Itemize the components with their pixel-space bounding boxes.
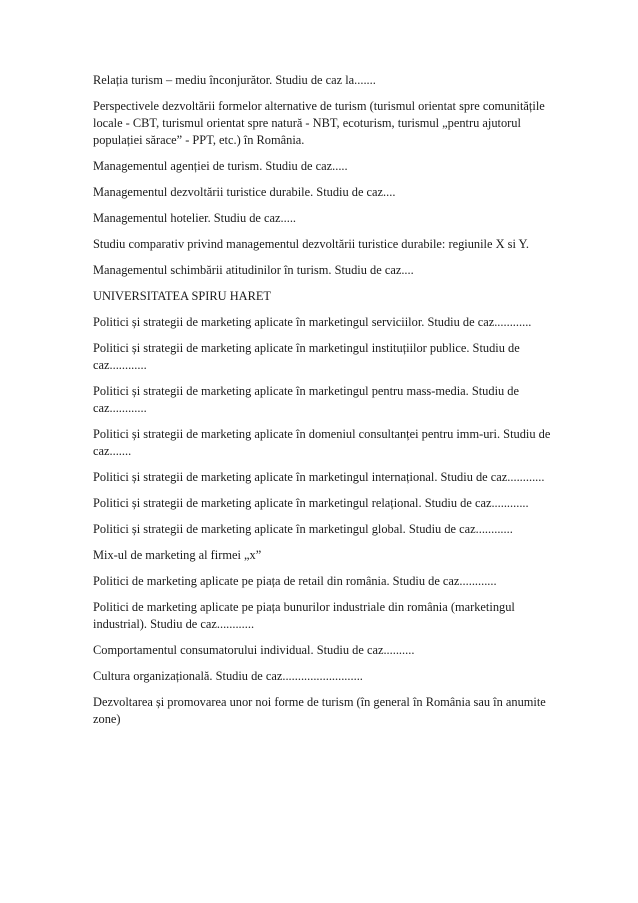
paragraph-marketing-servicii: Politici și strategii de marketing aplicate în marketingul serviciilor. Studiu de caz............ [93, 315, 532, 329]
paragraph-dezvoltarea-turism: Dezvoltarea și promovarea unor noi forme de turism (în general în România sau în anumite zone) [93, 695, 546, 726]
paragraph-relatia-turism-mediu: Relația turism – mediu înconjurător. Studiu de caz la....... [93, 73, 376, 87]
paragraph-marketing-mass-media: Politici și strategii de marketing aplicate în marketingul pentru mass-media. Studiu de caz............ [93, 384, 520, 415]
paragraph-mix-marketing: Mix-ul de marketing al firmei „x” [93, 548, 262, 562]
section-heading-universitatea: UNIVERSITATEA SPIRU HARET [93, 289, 271, 303]
document-body [93, 72, 563, 737]
paragraph-retail-romania: Politici de marketing aplicate pe piața de retail din românia. Studiu de caz............ [93, 574, 497, 588]
paragraph-managementul-schimbarii: Managementul schimbării atitudinilor în turism. Studiu de caz.... [93, 263, 414, 277]
paragraph-studiu-comparativ: Studiu comparativ privind managementul dezvoltării turistice durabile: regiunile X si Y. [93, 237, 529, 251]
paragraph-marketing-consultanta: Politici și strategii de marketing aplicate în domeniul consultanței pentru imm-uri. Studiu de caz....... [93, 427, 551, 458]
paragraph-perspectivele-dezvoltarii: Perspectivele dezvoltării formelor alternative de turism (turismul orientat spre comunitățile locale - CBT, turismul orientat spre natură - NBT, ecoturism, turismul „pentru ajutorul populației sărace” - PPT, etc.) în România. [93, 99, 545, 147]
paragraph-managementul-hotelier: Managementul hotelier. Studiu de caz..... [93, 211, 297, 225]
paragraph-cultura-organizationala: Cultura organizațională. Studiu de caz.......................... [93, 669, 363, 683]
paragraph-marketing-institutii: Politici și strategii de marketing aplicate în marketingul instituțiilor publice. Studiu de caz............ [93, 341, 520, 372]
paragraph-marketing-international: Politici și strategii de marketing aplicate în marketingul internațional. Studiu de caz............ [93, 470, 545, 484]
paragraph-managementul-agentiei: Managementul agenției de turism. Studiu de caz..... [93, 159, 348, 173]
paragraph-marketing-global: Politici și strategii de marketing aplicate în marketingul global. Studiu de caz............ [93, 522, 513, 536]
paragraph-comportament-consumator: Comportamentul consumatorului individual. Studiu de caz.......... [93, 643, 415, 657]
paragraph-marketing-relational: Politici și strategii de marketing aplicate în marketingul relațional. Studiu de caz............ [93, 496, 529, 510]
paragraph-bunuri-industriale: Politici de marketing aplicate pe piața bunurilor industriale din românia (marketingul industrial). Studiu de caz............ [93, 600, 515, 631]
paragraph-managementul-dezvoltarii: Managementul dezvoltării turistice durabile. Studiu de caz.... [93, 185, 396, 199]
